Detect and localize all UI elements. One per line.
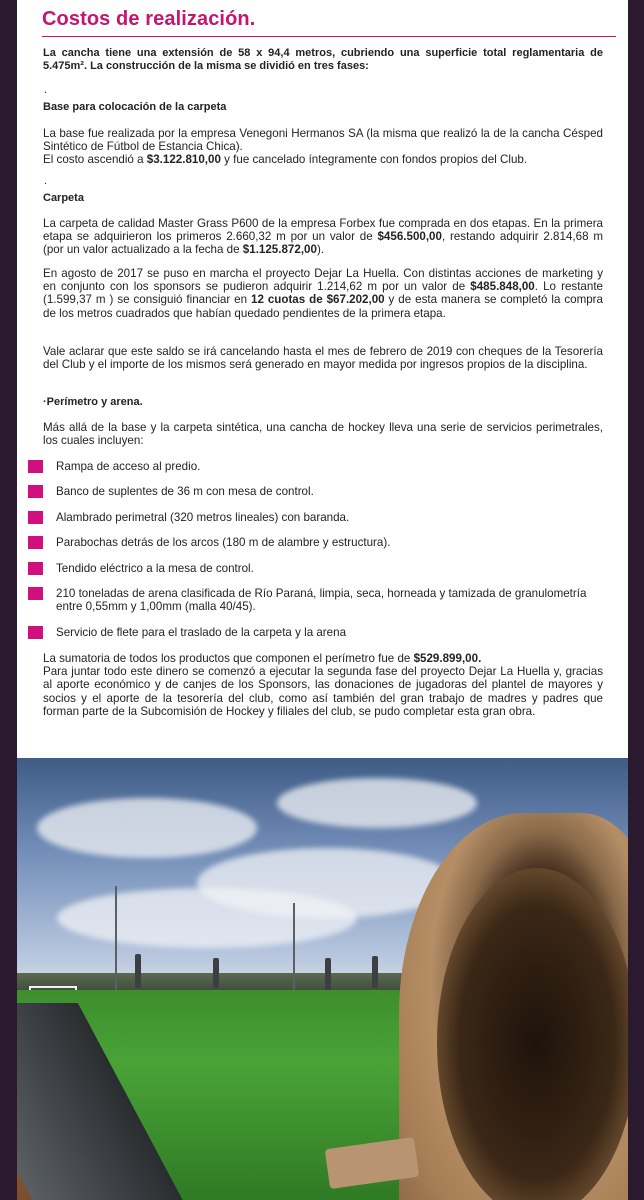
sum-amount: $529.899,00. (413, 652, 482, 665)
carpeta-p2-text-a: En agosto de 2017 se puso en marcha el proyecto Dejar La Huella. Con distintas acciones de marketing y en conjunto con los sponsors se pudieron adquirir 1.214,62 m por un valor de (43, 267, 603, 294)
closing-paragraph (43, 652, 603, 718)
sum-text: La sumatoria de todos los productos que componen el perímetro fue de (43, 652, 414, 665)
list-item: 210 toneladas de arena clasificada de Río Paraná, limpia, seca, horneada y tamizada de granulometría entre 0,55mm y 1,00mm (malla 40/45). (56, 587, 587, 613)
bullet-marker (28, 485, 43, 498)
list-item: Servicio de flete para el traslado de la carpeta y la arena (56, 626, 347, 639)
list-item: Alambrado perimetral (320 metros lineales) con baranda. (56, 511, 350, 524)
turf-roll-core (437, 868, 628, 1200)
document-page (17, 0, 628, 758)
list-item: Parabochas detrás de los arcos (180 m de alambre y estructura). (56, 536, 391, 549)
cloud (277, 778, 477, 828)
base-text: La base fue realizada por la empresa Venegoni Hermanos SA (la misma que realizó la de la cancha Césped Sintético de Fútbol de Estancia Chica). (43, 127, 603, 154)
base-cost-post: y fue cancelado íntegramente con fondos propios del Club. (220, 153, 528, 167)
worker-figure (213, 958, 219, 988)
carpeta-paragraph-1 (43, 217, 603, 257)
carpeta-paragraph-2 (43, 267, 603, 320)
cloud (37, 798, 257, 858)
field-photo (17, 758, 628, 1200)
closing-text: Para juntar todo este dinero se comenzó a ejecutar la segunda fase del proyecto Dejar La Huella y, gracias al aporte económico y de canjes de los Sponsors, las donaciones de jugadoras del plantel de mayores y socios y el aporte de la tesorería del club, como así también del gran trabajo de madres y padres que forman parte de la Subcomisión de Hockey y filiales del club, se pudo completar esta gran obra. (43, 665, 603, 718)
bullet-marker (28, 562, 43, 575)
bullet-marker (28, 511, 43, 524)
bullet-marker (28, 460, 43, 473)
carpeta-p1-text-a: La carpeta de calidad Master Grass P600 de la empresa Forbex fue comprada en dos etapas. En la primera etapa se adquirieron los primeros 2.660,32 m por un valor de (43, 217, 603, 244)
light-pole (293, 903, 295, 995)
carpeta-heading: Carpeta (43, 192, 84, 204)
carpeta-paragraph-3: Vale aclarar que este saldo se irá cancelando hasta el mes de febrero de 2019 con cheques de la Tesorería del Club y el importe de los mismos será generado en mayor medida por ingresos propios de la disciplina. (43, 345, 603, 372)
carpeta-amount-3: $485.848,00 (470, 280, 535, 294)
title-divider (42, 36, 616, 37)
light-pole (115, 886, 117, 996)
carpeta-p2-text-b: . Lo restante (1.599,37 m ) se consiguió financiar en (43, 280, 603, 307)
base-heading: Base para colocación de la carpeta (43, 101, 227, 113)
carpeta-p2-text-c: y de esta manera se completó la compra de los metros cuadrados que habían quedado pendientes de la primera etapa. (43, 293, 603, 320)
carpeta-p1-text-b: , restando adquirir 2.814,68 m (por un valor actualizado a la fecha de (43, 230, 603, 257)
worker-figure (325, 958, 331, 990)
bullet-marker (28, 536, 43, 549)
carpeta-amount-1: $456.500,00 (377, 230, 442, 244)
page-title: Costos de realización. (42, 8, 256, 30)
bullet-marker (28, 587, 43, 600)
carpeta-amount-2: $1.125.872,00 (242, 243, 317, 257)
bullet-marker (28, 626, 43, 639)
base-paragraph (43, 127, 603, 167)
worker-figure (372, 956, 378, 988)
base-cost-amount: $3.122.810,00 (146, 153, 221, 167)
list-item: Banco de suplentes de 36 m con mesa de control. (56, 485, 314, 498)
worker-figure (135, 954, 141, 988)
perimetro-heading: ·Perímetro y arena. (43, 396, 143, 408)
list-item: Rampa de acceso al predio. (56, 460, 201, 473)
cloud (57, 888, 357, 948)
list-item: Tendido eléctrico a la mesa de control. (56, 562, 254, 575)
intro-paragraph: La cancha tiene una extensión de 58 x 94,4 metros, cubriendo una superficie total reglamentaria de 5.475m². La construcción de la misma se dividió en tres fases: (43, 47, 603, 72)
carpeta-p1-text-c: ). (316, 243, 325, 257)
separator-dot: . (44, 175, 48, 187)
base-cost-pre: El costo ascendió a (43, 153, 147, 167)
perimetro-intro: Más allá de la base y la carpeta sintética, una cancha de hockey lleva una serie de servicios perimetrales, los cuales incluyen: (43, 421, 603, 448)
carpeta-installments: 12 cuotas de $67.202,00 (251, 293, 385, 307)
separator-dot: . (44, 84, 48, 96)
